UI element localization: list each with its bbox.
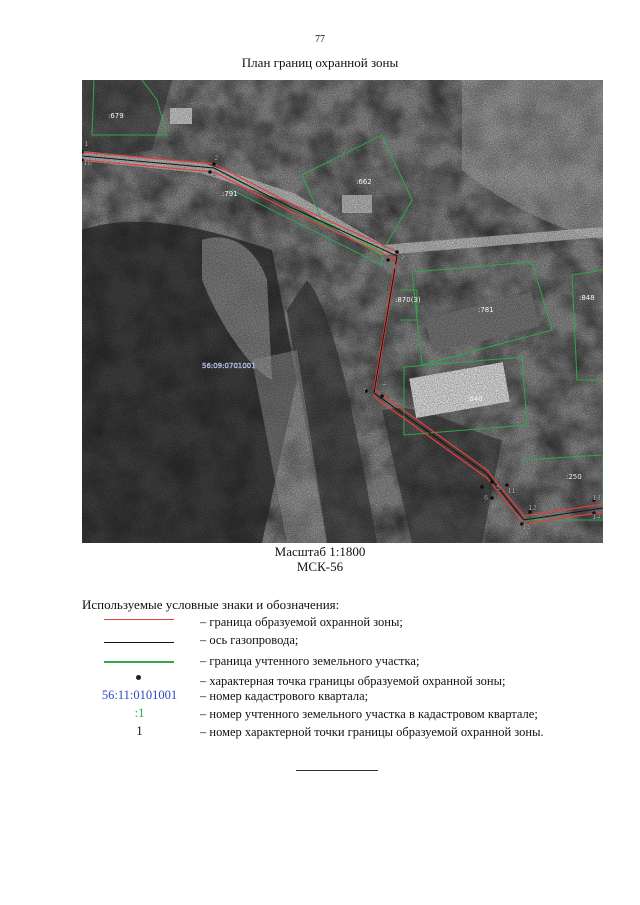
legend-text: – граница учтенного земельного участка; (200, 654, 420, 668)
point-label-1: 1 (84, 140, 89, 148)
parcel-label-870: :870(3) (395, 296, 421, 304)
end-separator-line (296, 770, 378, 771)
point-label-11: 11 (507, 487, 516, 495)
scale-text: Масштаб 1:1800 (274, 544, 366, 559)
legend-text: – ось газопровода; (200, 633, 299, 647)
point-label-3: 3 (400, 254, 405, 262)
cadastral-quarter-label: 56:09:0701001 (202, 362, 256, 370)
plan-title: План границ охранной зоны (241, 55, 399, 70)
map-canvas (82, 80, 603, 543)
parcel-label-679: :679 (108, 112, 124, 120)
parcel-label-250: :250 (566, 473, 582, 481)
legend-symbol-black-line (82, 632, 197, 650)
parcel-label-781: :781 (478, 306, 494, 314)
legend-text: – граница образуемой охранной зоны; (200, 615, 403, 629)
point-label-6: 6 (484, 494, 489, 502)
legend-row-parcel-number (82, 706, 622, 724)
point-label-2: 2 (214, 154, 219, 162)
legend-row-pipeline-axis (82, 632, 622, 650)
point-label-10: 10 (83, 159, 92, 167)
parcel-label-662: :662 (356, 178, 372, 186)
point-label-7: 7 (362, 387, 367, 395)
legend-row-point-number (82, 724, 622, 742)
aerial-map (82, 80, 603, 543)
legend-symbol-parcel-number: :1 (134, 706, 145, 720)
parcel-label-640: :640 (467, 395, 483, 403)
legend-row-parcel-boundary (82, 653, 622, 671)
page-number: 77 (315, 34, 325, 45)
legend-title: Используемые условные знаки и обозначения: (82, 597, 340, 612)
legend-text: – номер учтенного земельного участка в кадастровом квартале; (200, 707, 538, 721)
parcel-label-791: :791 (222, 190, 238, 198)
point-label-13: 13 (592, 494, 601, 502)
legend-symbol-red-line (82, 614, 197, 632)
legend-text: – номер кадастрового квартала; (200, 689, 369, 703)
point-label-15: 15 (522, 523, 531, 531)
parcel-label-848: :848 (579, 294, 595, 302)
legend-symbol-quarter-number: 56:11:0101001 (101, 688, 178, 702)
legend-symbol-point-number: 1 (136, 724, 143, 738)
legend-text: – номер характерной точки границы образуемой охранной зоны. (200, 725, 544, 739)
point-label-9: 9 (212, 172, 217, 180)
legend-row-cadastral-quarter (82, 688, 622, 706)
scale-block (0, 544, 640, 574)
legend-symbol-green-line (82, 653, 197, 671)
point-label-8: 8 (392, 263, 397, 271)
point-label-5: 5 (496, 484, 501, 492)
point-label-14: 14 (592, 513, 601, 521)
legend-text: – характерная точка границы образуемой охранной зоны; (200, 674, 506, 688)
point-label-16: 16 (490, 502, 499, 510)
point-label-4: 4 (382, 380, 387, 388)
legend-row-zone-boundary (82, 614, 622, 632)
point-label-12: 12 (528, 504, 537, 512)
coordinate-system: МСК-56 (296, 559, 344, 574)
